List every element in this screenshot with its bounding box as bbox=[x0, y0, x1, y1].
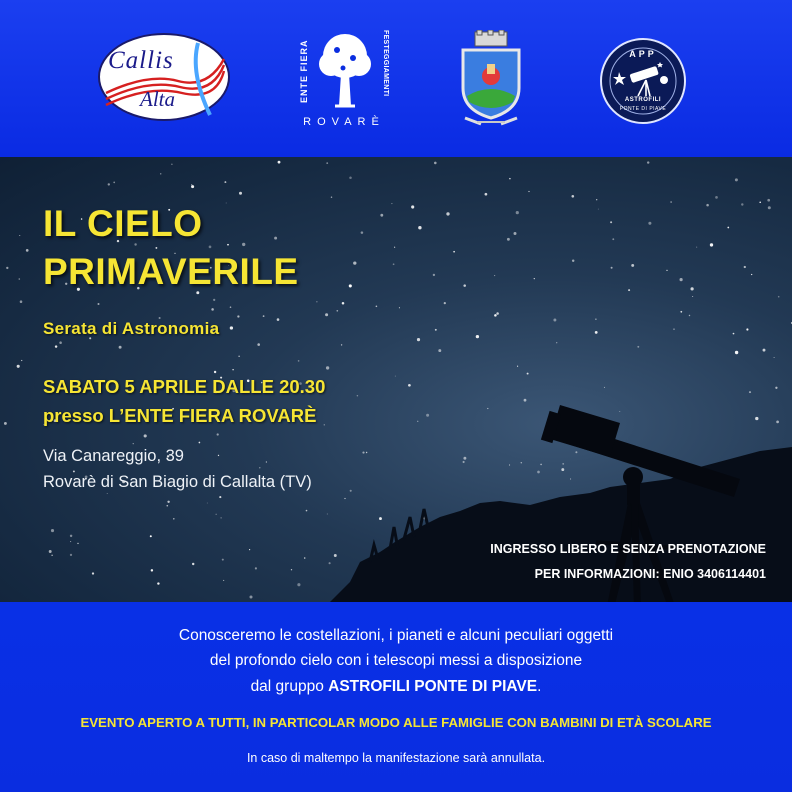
star bbox=[670, 201, 672, 203]
star bbox=[191, 184, 192, 185]
star bbox=[361, 231, 364, 234]
star bbox=[216, 514, 217, 515]
star bbox=[571, 195, 574, 198]
night-sky-scene bbox=[0, 157, 792, 602]
star bbox=[516, 211, 519, 214]
ente-fiera-vertical-text: ENTE FIERA bbox=[299, 39, 309, 103]
callis-text: Callis bbox=[108, 47, 174, 74]
star bbox=[325, 313, 328, 316]
star bbox=[218, 455, 219, 456]
star bbox=[433, 274, 435, 276]
star bbox=[540, 464, 542, 466]
star bbox=[278, 161, 281, 164]
star bbox=[366, 452, 367, 453]
star bbox=[710, 243, 713, 246]
alta-text: Alta bbox=[140, 87, 175, 111]
star bbox=[680, 278, 683, 281]
star bbox=[619, 411, 620, 412]
address-city: Rovarè di San Biagio di Callalta (TV) bbox=[43, 473, 312, 491]
star bbox=[4, 422, 7, 425]
ponte-di-piave-text: PONTE DI PIAVE bbox=[619, 106, 667, 112]
description-prefix: dal gruppo bbox=[250, 678, 329, 695]
star bbox=[611, 267, 613, 269]
star bbox=[521, 462, 522, 463]
star bbox=[376, 305, 378, 307]
star bbox=[113, 182, 115, 184]
star bbox=[334, 554, 337, 557]
star bbox=[610, 221, 612, 223]
star bbox=[249, 595, 252, 598]
star bbox=[213, 299, 215, 301]
star bbox=[70, 541, 71, 542]
star bbox=[648, 222, 651, 225]
star bbox=[166, 505, 168, 507]
star bbox=[326, 366, 329, 369]
star bbox=[191, 185, 194, 188]
star bbox=[755, 417, 758, 420]
star bbox=[379, 517, 382, 520]
title-line-2: PRIMAVERILE bbox=[43, 251, 299, 292]
star bbox=[26, 249, 29, 252]
star bbox=[171, 164, 172, 165]
star bbox=[259, 467, 260, 468]
star bbox=[349, 284, 352, 287]
star bbox=[21, 360, 22, 361]
star bbox=[426, 414, 429, 417]
star bbox=[485, 193, 488, 196]
star bbox=[631, 264, 634, 267]
star bbox=[326, 162, 328, 164]
star bbox=[167, 501, 169, 503]
star bbox=[715, 196, 718, 199]
star bbox=[733, 333, 735, 335]
star bbox=[342, 302, 345, 305]
star bbox=[211, 308, 214, 311]
star bbox=[408, 384, 411, 387]
star bbox=[263, 315, 265, 317]
star bbox=[219, 496, 221, 498]
star bbox=[297, 583, 300, 586]
astrofili-text: ASTROFILI bbox=[624, 97, 662, 103]
star bbox=[673, 328, 674, 329]
star bbox=[689, 315, 690, 316]
star bbox=[133, 443, 134, 444]
star bbox=[255, 567, 257, 569]
star bbox=[393, 263, 395, 265]
description-suffix: . bbox=[537, 678, 542, 695]
star bbox=[306, 510, 308, 512]
star bbox=[647, 161, 649, 163]
star bbox=[399, 307, 400, 308]
star bbox=[357, 395, 358, 396]
star bbox=[534, 278, 535, 279]
star bbox=[463, 457, 466, 460]
star bbox=[18, 278, 20, 280]
star bbox=[119, 346, 122, 349]
star bbox=[411, 205, 414, 208]
star bbox=[735, 178, 738, 181]
star bbox=[344, 498, 345, 499]
address-street: Via Canareggio, 39 bbox=[43, 447, 184, 465]
organizer-name: ASTROFILI PONTE DI PIAVE bbox=[328, 678, 538, 695]
star bbox=[494, 275, 495, 276]
star bbox=[341, 344, 342, 345]
tree-icon bbox=[315, 30, 375, 112]
star bbox=[527, 373, 529, 375]
coat-of-arms-icon bbox=[455, 30, 527, 130]
star bbox=[463, 461, 465, 463]
star bbox=[217, 433, 219, 435]
description-line-2: del profondo cielo con i telescopi messi a disposizione bbox=[209, 652, 583, 669]
star bbox=[266, 461, 267, 462]
rovare-text: ROVARÈ bbox=[303, 116, 385, 128]
star bbox=[666, 270, 667, 271]
star bbox=[380, 214, 383, 217]
star bbox=[92, 572, 94, 574]
star bbox=[528, 191, 529, 192]
star bbox=[151, 569, 153, 571]
star bbox=[107, 493, 108, 494]
star bbox=[277, 318, 280, 321]
star bbox=[199, 442, 201, 444]
star bbox=[362, 452, 364, 454]
astrofili-app-logo bbox=[600, 38, 686, 124]
event-date: SABATO 5 APRILE DALLE 20.30 bbox=[43, 376, 326, 397]
star bbox=[220, 517, 221, 518]
star bbox=[70, 535, 72, 537]
star bbox=[637, 346, 639, 348]
star bbox=[604, 387, 605, 388]
app-text: APP bbox=[629, 49, 657, 59]
event-venue: presso L’ENTE FIERA ROVARÈ bbox=[43, 405, 317, 426]
star bbox=[598, 209, 599, 210]
star bbox=[395, 376, 396, 377]
star bbox=[776, 421, 779, 424]
star bbox=[173, 518, 175, 520]
star bbox=[230, 306, 232, 308]
star bbox=[537, 471, 540, 474]
star bbox=[331, 196, 332, 197]
open-to-all-notice: EVENTO APERTO A TUTTI, IN PARTICOLAR MODO ALLE FAMIGLIE CON BAMBINI DI ETÀ SCOLARE bbox=[80, 715, 712, 730]
star bbox=[575, 451, 577, 453]
star bbox=[570, 479, 571, 480]
star bbox=[628, 289, 630, 291]
description-line-3 bbox=[0, 678, 792, 696]
star bbox=[55, 345, 57, 347]
star bbox=[316, 301, 317, 302]
star bbox=[767, 199, 770, 202]
star bbox=[249, 549, 250, 550]
star bbox=[214, 371, 216, 373]
star bbox=[751, 274, 752, 275]
star bbox=[51, 555, 52, 556]
star bbox=[562, 463, 564, 465]
star bbox=[775, 387, 777, 389]
coat-of-arms-logo bbox=[455, 30, 527, 130]
star bbox=[746, 328, 748, 330]
star bbox=[749, 391, 751, 393]
contact-info: PER INFORMAZIONI: ENIO 3406114401 bbox=[534, 567, 766, 581]
star bbox=[327, 514, 328, 515]
description-line-1: Conosceremo le costellazioni, i pianeti e alcuni peculiari oggetti bbox=[178, 627, 614, 644]
callis-alta-logo bbox=[98, 33, 230, 121]
star bbox=[207, 503, 208, 504]
star bbox=[418, 226, 421, 229]
star bbox=[239, 192, 242, 195]
star bbox=[291, 569, 292, 570]
title-line-1: IL CIELO bbox=[43, 203, 203, 244]
star bbox=[446, 212, 449, 215]
logo-band bbox=[0, 0, 792, 157]
ente-fiera-logo bbox=[298, 30, 390, 130]
star bbox=[692, 296, 693, 297]
event-subtitle: Serata di Astronomia bbox=[43, 319, 220, 338]
star bbox=[727, 227, 729, 229]
star bbox=[774, 357, 775, 358]
star bbox=[232, 369, 233, 370]
description-band bbox=[0, 602, 792, 792]
star bbox=[222, 559, 224, 561]
star bbox=[507, 238, 510, 241]
star bbox=[553, 319, 556, 322]
star bbox=[514, 232, 517, 235]
star bbox=[192, 563, 194, 565]
star bbox=[223, 580, 224, 581]
event-title bbox=[43, 200, 299, 296]
star bbox=[304, 557, 306, 559]
star bbox=[524, 399, 527, 402]
star bbox=[157, 582, 159, 584]
star bbox=[463, 284, 466, 287]
star bbox=[77, 543, 78, 544]
star bbox=[759, 201, 761, 203]
star bbox=[59, 341, 62, 344]
star bbox=[517, 366, 518, 367]
star bbox=[778, 296, 780, 298]
star bbox=[238, 356, 239, 357]
star bbox=[70, 554, 72, 556]
star bbox=[97, 303, 99, 305]
star bbox=[572, 260, 574, 262]
star bbox=[17, 365, 20, 368]
star bbox=[19, 235, 20, 236]
star bbox=[20, 300, 23, 303]
star bbox=[680, 311, 682, 313]
star bbox=[257, 343, 260, 346]
star bbox=[556, 342, 557, 343]
star bbox=[160, 173, 161, 174]
star bbox=[494, 314, 497, 317]
star bbox=[596, 199, 597, 200]
star bbox=[453, 251, 455, 253]
star bbox=[6, 267, 8, 269]
star bbox=[394, 247, 395, 248]
star bbox=[561, 468, 564, 471]
star bbox=[49, 550, 52, 553]
star bbox=[108, 183, 110, 185]
star bbox=[349, 177, 352, 180]
star bbox=[444, 302, 446, 304]
star bbox=[391, 203, 392, 204]
star bbox=[595, 331, 598, 334]
star bbox=[237, 315, 239, 317]
star bbox=[434, 162, 437, 165]
star bbox=[612, 238, 614, 240]
star bbox=[51, 529, 54, 532]
star bbox=[150, 535, 152, 537]
star bbox=[438, 349, 441, 352]
star bbox=[487, 408, 488, 409]
star bbox=[696, 247, 697, 248]
star bbox=[768, 206, 771, 209]
star bbox=[496, 312, 499, 315]
star bbox=[350, 490, 352, 492]
star bbox=[435, 329, 437, 331]
star bbox=[329, 562, 331, 564]
star bbox=[224, 181, 226, 183]
star bbox=[476, 335, 479, 338]
star bbox=[706, 204, 709, 207]
star bbox=[595, 318, 596, 319]
star bbox=[230, 326, 233, 329]
star bbox=[763, 349, 766, 352]
star bbox=[691, 287, 694, 290]
star bbox=[417, 338, 420, 341]
festeggiamenti-vertical-text: FESTEGGIAMENTI bbox=[382, 30, 389, 97]
star bbox=[744, 266, 746, 268]
star bbox=[741, 203, 743, 205]
star bbox=[336, 310, 338, 312]
star bbox=[353, 261, 356, 264]
weather-cancellation-note: In caso di maltempo la manifestazione sarà annullata. bbox=[246, 751, 546, 765]
star bbox=[735, 351, 738, 354]
star bbox=[417, 421, 418, 422]
star bbox=[324, 424, 325, 425]
free-entry-note: INGRESSO LIBERO E SENZA PRENOTAZIONE bbox=[490, 542, 766, 556]
star bbox=[144, 434, 147, 437]
star bbox=[509, 178, 511, 180]
star bbox=[298, 360, 300, 362]
star bbox=[509, 465, 510, 466]
